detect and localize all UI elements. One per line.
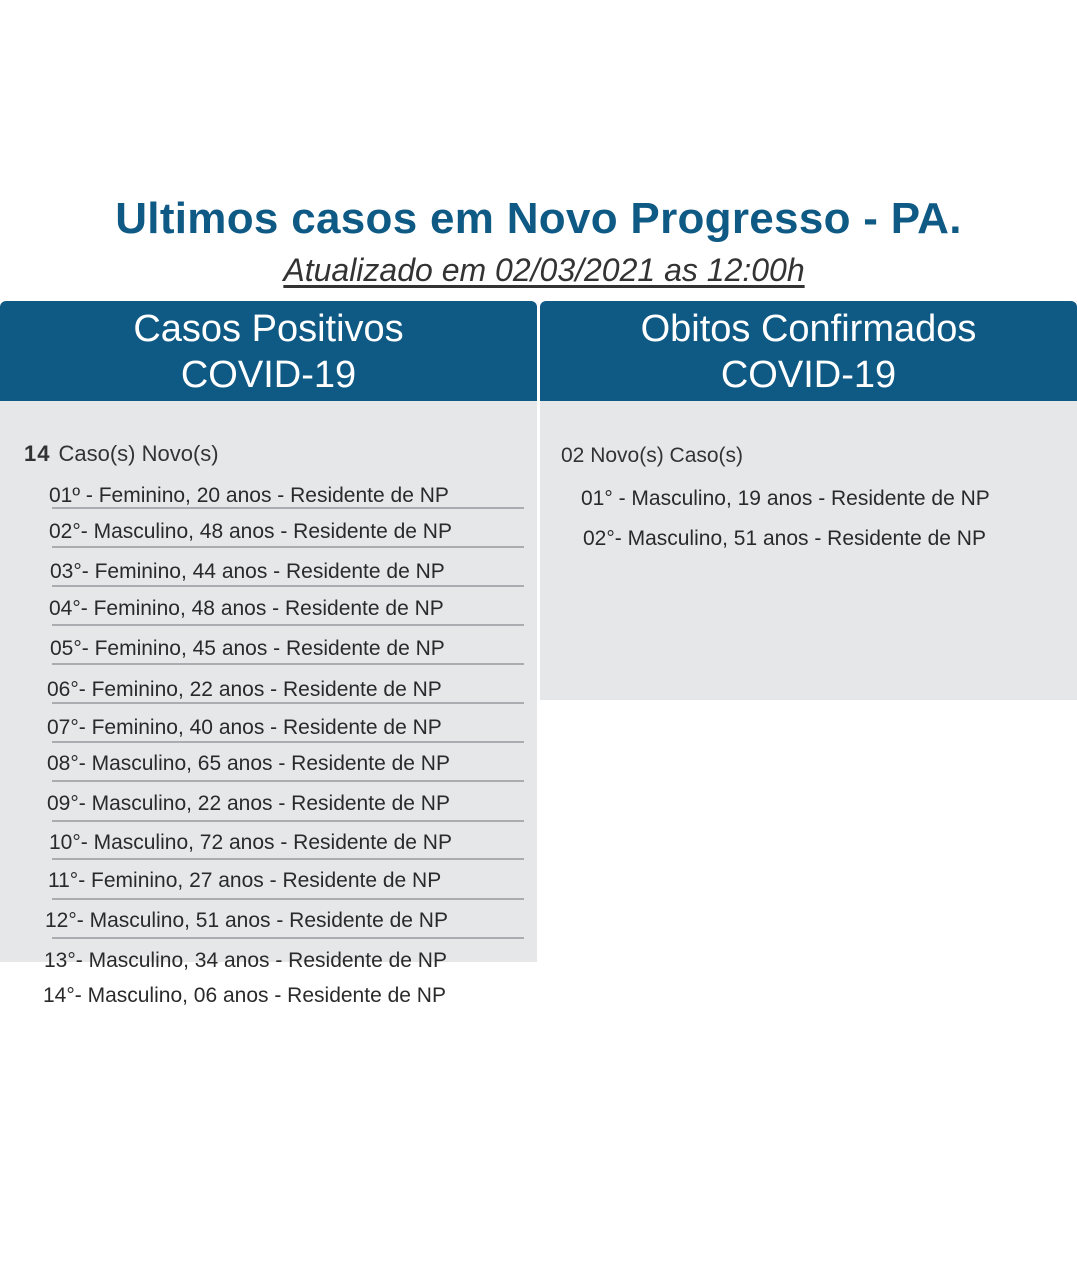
row-divider [52,663,524,665]
positive-case-item: 14°- Masculino, 06 anos - Residente de NP [43,984,446,1007]
row-divider [52,702,524,704]
positive-case-item: 01º - Feminino, 20 anos - Residente de NP [49,484,449,507]
positive-case-item: 06°- Feminino, 22 anos - Residente de NP [47,678,442,701]
positive-case-item: 13°- Masculino, 34 anos - Residente de NP [44,949,447,972]
row-divider [52,507,524,509]
positive-case-item: 10°- Masculino, 72 anos - Residente de NP [49,831,452,854]
positive-case-item: 12°- Masculino, 51 anos - Residente de NP [45,909,448,932]
positive-case-item: 08°- Masculino, 65 anos - Residente de NP [47,752,450,775]
deaths-header-title: Obitos Confirmados [640,308,977,350]
positive-case-item: 04°- Feminino, 48 anos - Residente de NP [49,597,444,620]
positive-count-label: Caso(s) Novo(s) [58,441,219,466]
positive-case-item: 05°- Feminino, 45 anos - Residente de NP [50,637,445,660]
page-title: Ultimos casos em Novo Progresso - PA. [115,194,962,243]
row-divider [52,546,524,548]
positive-case-item: 07°- Feminino, 40 anos - Residente de NP [47,716,442,739]
update-timestamp: Atualizado em 02/03/2021 as 12:00h [283,252,805,288]
positive-case-item: 11°- Feminino, 27 anos - Residente de NP [48,869,442,892]
positive-header-title: Casos Positivos [133,308,404,350]
row-divider [52,937,524,939]
row-divider [52,780,524,782]
death-case-item: 02°- Masculino, 51 anos - Residente de NP [583,527,986,550]
row-divider [52,820,524,822]
positive-cases-header [0,301,537,401]
row-divider [52,624,524,626]
positive-case-item: 03°- Feminino, 44 anos - Residente de NP [50,560,445,583]
row-divider [52,898,524,900]
row-divider [52,585,524,587]
deaths-count: 02 Novo(s) Caso(s) [561,444,744,467]
deaths-header [540,301,1077,401]
row-divider [52,741,524,743]
positive-header-subtitle: COVID-19 [180,354,357,396]
deaths-header-subtitle: COVID-19 [720,354,897,396]
positive-count-number: 14 [24,441,51,466]
positive-case-item: 02°- Masculino, 48 anos - Residente de NP [49,520,452,543]
positive-case-item: 09°- Masculino, 22 anos - Residente de NP [47,792,450,815]
row-divider [52,858,524,860]
positive-count [24,441,219,467]
death-case-item: 01° - Masculino, 19 anos - Residente de NP [581,487,990,510]
